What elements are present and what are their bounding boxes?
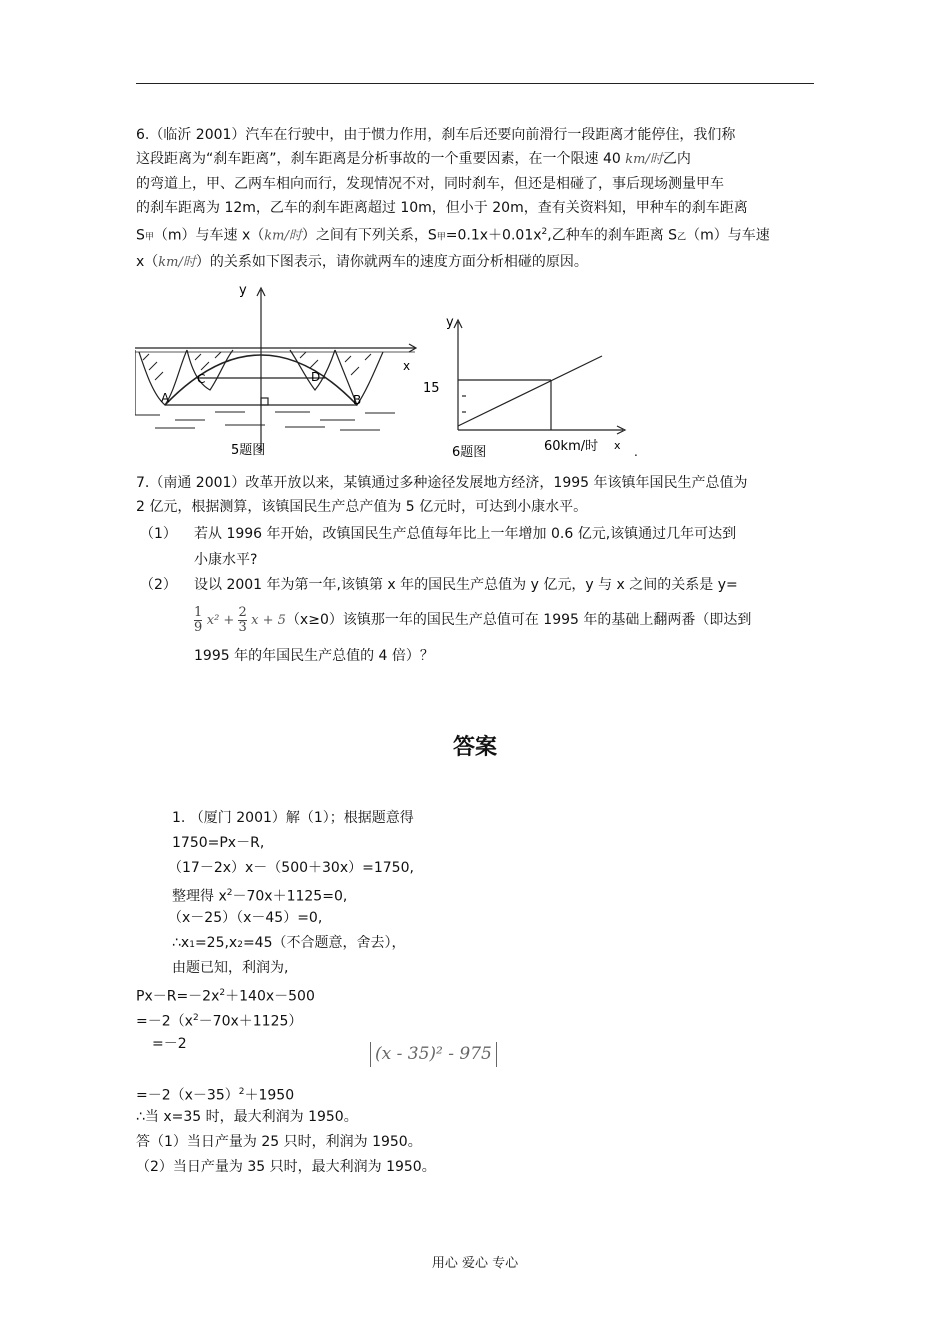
q6-line-5: S甲（m）与车速 x（km/时）之间有下列关系，S甲$=0.1x+0.01x^2$,乙种车的刹车距离 S乙（m）与车速 — [136, 227, 770, 244]
fig6-data-line — [458, 356, 602, 426]
answer-line-14: （2）当日产量为 35 只时，最大利润为 1950。 — [136, 1159, 436, 1175]
q6-line-3: 的弯道上，甲、乙两车相向而行，发现情况不对，同时刹车，但还是相碰了，事后现场测量甲车 — [136, 176, 724, 192]
fig5-x-label: x — [403, 359, 411, 373]
fraction-one-ninth: $\frac{1}{9}$ — [194, 604, 203, 635]
answer-line-2: 1750=Px－R, — [172, 835, 265, 851]
answer-line-4: 整理得 $x^2-70x+1125=0$, — [172, 888, 348, 905]
fig6-caption: 6题图 — [452, 445, 487, 460]
answer-line-6: ∴x1=25,x2=45（不合题意，舍去）， — [172, 935, 406, 951]
figure-5 — [135, 280, 425, 460]
answer-line-8: $Px-R=-2x^2+140x-500$ — [136, 988, 315, 1005]
question-7-part-2: （2） 设以 2001 年为第一年,该镇第 x 年的国民生产总值为 y 亿元，y 与 x 之间的关系是 y= $\frac{1}{9}$ x² + $\frac{2}{3}$ x + 5（x≥0）该镇那一年的国民生产总值可在 1995 年的基础上翻两番（即达到 1995 年的年国民生产总值的 4 倍）？ — [136, 572, 816, 672]
unit-km-per-hour: km/时 — [625, 152, 663, 167]
fig6-y-tick: 15 — [423, 381, 440, 396]
answer-line-1: 1. （厦门 2001）解（1）；根据题意得 — [172, 810, 414, 826]
answer-line-7: 由题已知，利润为, — [172, 960, 289, 976]
fig6-dot: . — [634, 445, 638, 459]
answer-line-3: （17－2x）x－（500＋30x）=1750, — [168, 860, 414, 876]
q6-line-4: 的刹车距离为 12m，乙车的刹车距离超过 10m，但小于 20m，查有关资料知，甲种车的刹车距离 — [136, 200, 748, 216]
answer-line-10: =－2 — [152, 1036, 187, 1052]
fig6-y-label: y — [446, 315, 454, 330]
fraction-two-thirds: $\frac{2}{3}$ — [238, 604, 247, 635]
page-footer: 用心 爱心 专心 — [431, 1256, 519, 1271]
answer-line-13: 答（1）当日产量为 25 只时，利润为 1950。 — [136, 1134, 422, 1150]
answer-line-5: （x－25）（x－45）=0, — [168, 910, 323, 926]
figure-6 — [418, 308, 648, 463]
answer-line-9: $=-2(x^2-70x+1125)$ — [136, 1013, 303, 1030]
question-7-intro: 7.（南通 2001）改革开放以来，某镇通过多种途径发展地方经济，1995 年该镇年国民生产总值为 2 亿元，根据测算，该镇国民生产总产值为 5 亿元时，可达到小康水平。 — [136, 475, 748, 515]
fig5-right-angle — [261, 398, 268, 405]
fig5-point-a: A — [161, 391, 170, 405]
fig5-ground-lines — [135, 412, 395, 430]
fig5-y-label: y — [239, 283, 247, 298]
fig6-x-tick: 60km/时 — [544, 439, 599, 454]
q6-line-6: x（km/时）的关系如下图表示，请你就两车的速度方面分析相碰的原因。 — [136, 253, 588, 270]
answer-line-12: ∴当 x=35 时，最大利润为 1950。 — [136, 1109, 358, 1125]
header-rule — [136, 83, 814, 84]
q6-line-1: 6.（临沂 2001）汽车在行驶中，由于惯力作用，刹车后还要向前滑行一段距离才能停住，我们称 — [136, 127, 736, 143]
q6-line-2: 这段距离为“刹车距离”，刹车距离是分析事故的一个重要因素，在一个限速 40 km/时乙内 — [136, 151, 691, 167]
fig6-x-label: x — [614, 439, 621, 452]
bracket-formula: (x - 35)² - 975 — [370, 1042, 497, 1067]
answers-heading: 答案 — [452, 735, 497, 760]
fig5-caption: 5题图 — [231, 443, 266, 458]
fig5-point-d: D — [311, 370, 321, 384]
answer-line-11: $=-2(x-35)^2+1950$ — [136, 1087, 295, 1104]
question-6 — [136, 123, 816, 275]
fig5-point-c: C — [197, 372, 206, 386]
q7-formula-line: $\frac{1}{9}$ x² + $\frac{2}{3}$ x + 5（x≥0）该镇那一年的国民生产总值可在 1995 年的基础上翻两番（即达到 — [194, 604, 752, 635]
question-7-part-1: （1） 若从 1996 年开始，改镇国民生产总值每年比上一年增加 0.6 亿元,该镇通过几年可达到 小康水平? — [140, 526, 737, 568]
fig5-point-b: B — [353, 393, 362, 407]
